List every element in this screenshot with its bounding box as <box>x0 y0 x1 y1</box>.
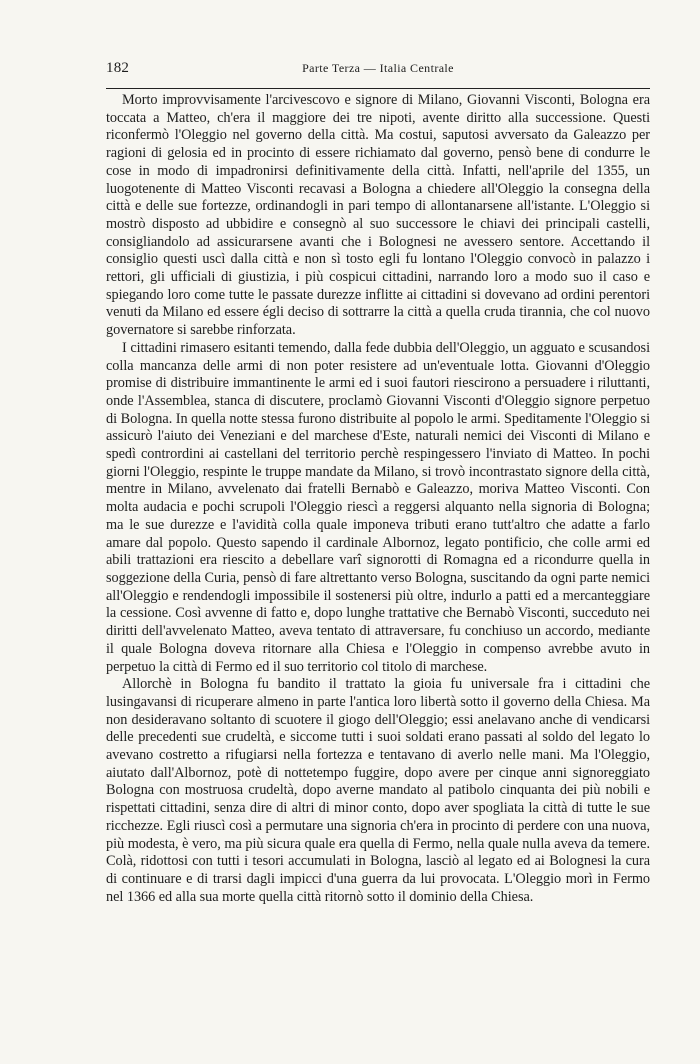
body-text <box>106 92 650 906</box>
page-header <box>106 58 650 82</box>
page-number: 182 <box>106 60 130 76</box>
paragraph: Allorchè in Bologna fu bandito il trattato la gioia fu universale fra i cittadini che lusingavansi di ricuperare almeno in parte l'antica loro libertà sotto il governo della Chiesa. Ma non desideravano soltanto di scuotere il giogo dell'Oleggio; essi anelavano anche di vendicarsi delle precedenti sue crudeltà, e siccome tutti i suoi soldati erano passati al soldo del legato lo avevano costretto a rifugiarsi nella fortezza e tentavano di averlo nelle mani. Ma l'Oleggio, aiutato dall'Albornoz, potè di nottetempo fuggire, dopo avere per cinque anni signoreggiato Bologna con mostruosa crudeltà, dopo averne mandato al patibolo cinquanta dei più nobili e rispettati cittadini, senza dire di altri di minor conto, dopo aver spogliata la città di tutte le sue ricchezze. Egli riuscì così a permutare una signoria ch'era in procinto di perdere con una nuova, più modesta, è vero, ma più sicura quale era quella di Fermo, nella quale nulla aveva da temere. Colà, ridottosi con tutti i tesori accumulati in Bologna, lasciò al legato ed ai Bolognesi la cura di continuare e di trarsi dagli impicci d'una guerra da lui provocata. L'Oleggio morì in Fermo nel 1366 ed alla sua morte quella città ritornò sotto il dominio della Chiesa. <box>106 676 650 905</box>
running-head: Parte Terza — Italia Centrale <box>302 61 454 75</box>
header-rule <box>106 88 650 89</box>
paragraph: Morto improvvisamente l'arcivescovo e signore di Milano, Giovanni Visconti, Bologna era toccata a Matteo, ch'era il maggiore dei tre nipoti, avente diritto alla successione. Questi riconfermò l'Oleggio nel governo della città. Ma costui, saputosi avversato da Galeazzo per ragioni di gelosia ed in procinto di essere richiamato dal governo, pensò bene di condurre le cose in modo di impadronirsi definitivamente della città. Infatti, nell'aprile del 1355, un luogotenente di Matteo Visconti recavasi a Bologna a chiedere all'Oleggio la consegna della città e delle sue fortezze, ordinandogli in pari tempo di allontanarsene all'istante. L'Oleggio si mostrò disposto ad ubbidire e consegnò al suo successore le chiavi dei principali castelli, consigliandolo ad assicurarsene avanti che i Bolognesi ne avessero sentore. Accettando il consiglio questi uscì dalla città e non sì tosto egli fu lontano l'Oleggio convocò in palazzo i rettori, gli ufficiali di giustizia, i più cospicui cittadini, narrando loro a modo suo il caso e spiegando loro come tutte le passate durezze inflitte ai cittadini si dovevano ad ordini perentori venuti da Milano ed essere égli deciso di sottrarre la città a quella cruda tirannia, che col nuovo governatore si sarebbe rinforzata. <box>106 92 650 339</box>
paragraph: I cittadini rimasero esitanti temendo, dalla fede dubbia dell'Oleggio, un agguato e scusandosi colla mancanza delle armi di non poter resistere ad un'eventuale lotta. Giovanni d'Oleggio promise di distribuire immantinente le armi ed i suoi fautori riescirono a persuadere i riluttanti, onde l'Assemblea, stanca di discutere, proclamò Giovanni Visconti d'Oleggio signore perpetuo di Bologna. In quella notte stessa furono distribuite al popolo le armi. Speditamente l'Oleggio si assicurò l'aiuto dei Veneziani e del marchese d'Este, naturali nemici dei Visconti di Milano e spedì contrordini ai castellani del territorio perchè respingessero l'inviato di Matteo. In pochi giorni l'Oleggio, respinte le truppe mandate da Milano, si trovò incontrastato signore della città, mentre in Milano, avvelenato dai fratelli Bernabò e Galeazzo, moriva Matteo Visconti. Con molta audacia e pochi scrupoli l'Oleggio riescì a reggersi alquanto nella signoria di Bologna; ma le sue durezze e l'avidità colla quale imponeva tributi erano tutt'altro che adatte a farlo amare dal popolo. Questo sapendo il cardinale Albornoz, legato pontificio, che colle armi ed abili trattazioni era riescito a debellare varî signorotti di Romagna ed a ricondurre quella in soggezione della Curia, pensò di fare altrettanto verso Bologna, suscitando da ogni parte nemici all'Oleggio e rendendogli impossibile il sostenersi più oltre, indurlo a patti ed a mercanteggiare la cessione. Così avvenne di fatto e, dopo lunghe trattative che Bernabò Visconti, succeduto nei diritti dell'avvelenato Matteo, aveva tentato di attraversare, fu conchiuso un accordo, mediante il quale Bologna doveva ritornare alla Chiesa e l'Oleggio in compenso avrebbe avuto in perpetuo la città di Fermo ed il suo territorio col titolo di marchese. <box>106 339 650 675</box>
